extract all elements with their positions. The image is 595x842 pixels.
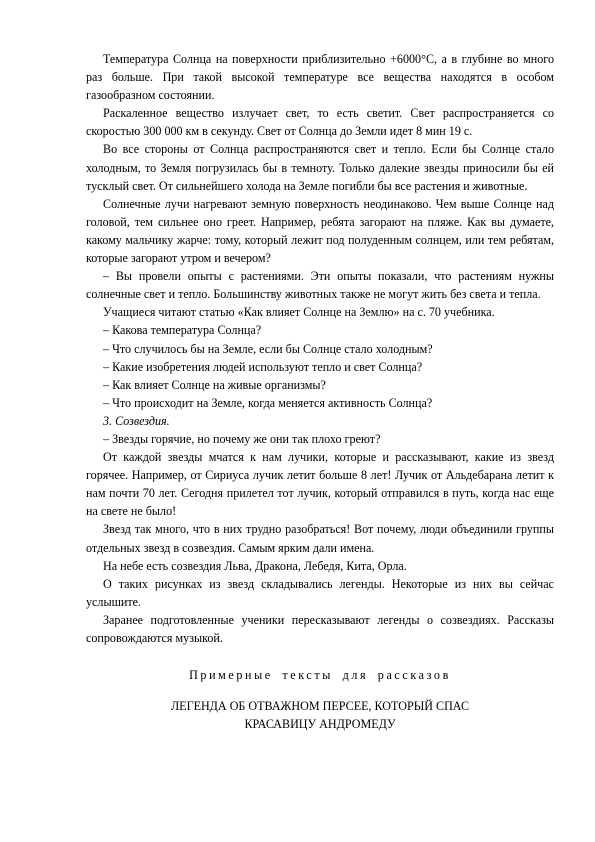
- paragraph-constellation-names: На небе есть созвездия Льва, Дракона, Лебедя, Кита, Орла.: [103, 558, 407, 573]
- paragraph-many-stars: Звезд так много, что в них трудно разобраться! Вот почему, люди объединили группы отдельных звезд в созвездия. Самым ярким дали имена.: [86, 522, 554, 555]
- paragraph-light-and-heat: Во все стороны от Солнца распространяются свет и тепло. Если бы Солнце стало холодным, то Земля погрузилась бы в темноту. Только далекие звезды приносили бы ей тусклый свет. От сильнейшего холода на Земле погибли бы все растения и животные.: [86, 142, 554, 193]
- sample-texts-heading: Примерные тексты для рассказов: [189, 668, 451, 683]
- paragraph-plant-experiments: – Вы провели опыты с растениями. Эти опыты показали, что растениям нужны солнечные свет и тепло. Большинству животных также не могут жить без света и тепла.: [86, 269, 554, 302]
- paragraph-textbook-reading: Учащиеся читают статью «Как влияет Солнце на Землю» на с. 70 учебника.: [103, 305, 495, 320]
- paragraph-retelling: Заранее подготовленные ученики пересказывают легенды о созвездиях. Рассказы сопровождаются музыкой.: [86, 612, 554, 645]
- paragraph-sun-temperature: Температура Солнца на поверхности приблизительно +6000°С, а в глубине во много раз больше. При такой высокой температуре все вещества находятся в особом газообразном состоянии.: [86, 52, 554, 103]
- question-sun-temperature: – Какова температура Солнца?: [103, 323, 262, 338]
- document-page: [86, 50, 554, 733]
- section-heading-constellations: 3. Созвездия.: [103, 413, 170, 428]
- paragraph-legends: О таких рисунках из звезд складывались легенды. Некоторые из них вы сейчас услышите.: [86, 576, 554, 609]
- legend-title: [86, 697, 554, 733]
- question-inventions: – Какие изобретения людей используют тепло и свет Солнца?: [103, 359, 423, 374]
- paragraph-sun-rays: Солнечные лучи нагревают земную поверхность неодинаково. Чем выше Солнце над головой, тем сильнее оно греет. Например, ребята загорают на пляже. Как вы думаете, какому мальчику жарче: тому, который лежит под полуденным солнцем, или тем ребятам, которые загорают утром и вечером?: [86, 196, 554, 266]
- legend-title-line-2: КРАСАВИЦУ АНДРОМЕДУ: [244, 717, 396, 732]
- question-stars-heat: – Звезды горячие, но почему же они так плохо греют?: [103, 431, 381, 446]
- paragraph-star-rays: От каждой звезды мчатся к нам лучики, которые и рассказывают, какие из звезд горячее. Например, от Сириуса лучик летит больше 8 лет! Лучик от Альдебарана летит к нам почти 70 лет. Сегодня прилетел тот лучик, который отправился в путь, когда нас еще на свете не было!: [86, 450, 554, 519]
- question-cold-sun: – Что случилось бы на Земле, если бы Солнце стало холодным?: [103, 341, 433, 356]
- question-living-organisms: – Как влияет Солнце на живые организмы?: [103, 377, 326, 392]
- legend-title-line-1: ЛЕГЕНДА ОБ ОТВАЖНОМ ПЕРСЕЕ, КОТОРЫЙ СПАС: [170, 699, 470, 714]
- paragraph-light-speed: Раскаленное вещество излучает свет, то есть светит. Свет распространяется со скоростью 300 000 км в секунду. Свет от Солнца до Земли идет 8 мин 19 с.: [86, 106, 554, 139]
- question-solar-activity: – Что происходит на Земле, когда меняется активность Солнца?: [103, 395, 433, 410]
